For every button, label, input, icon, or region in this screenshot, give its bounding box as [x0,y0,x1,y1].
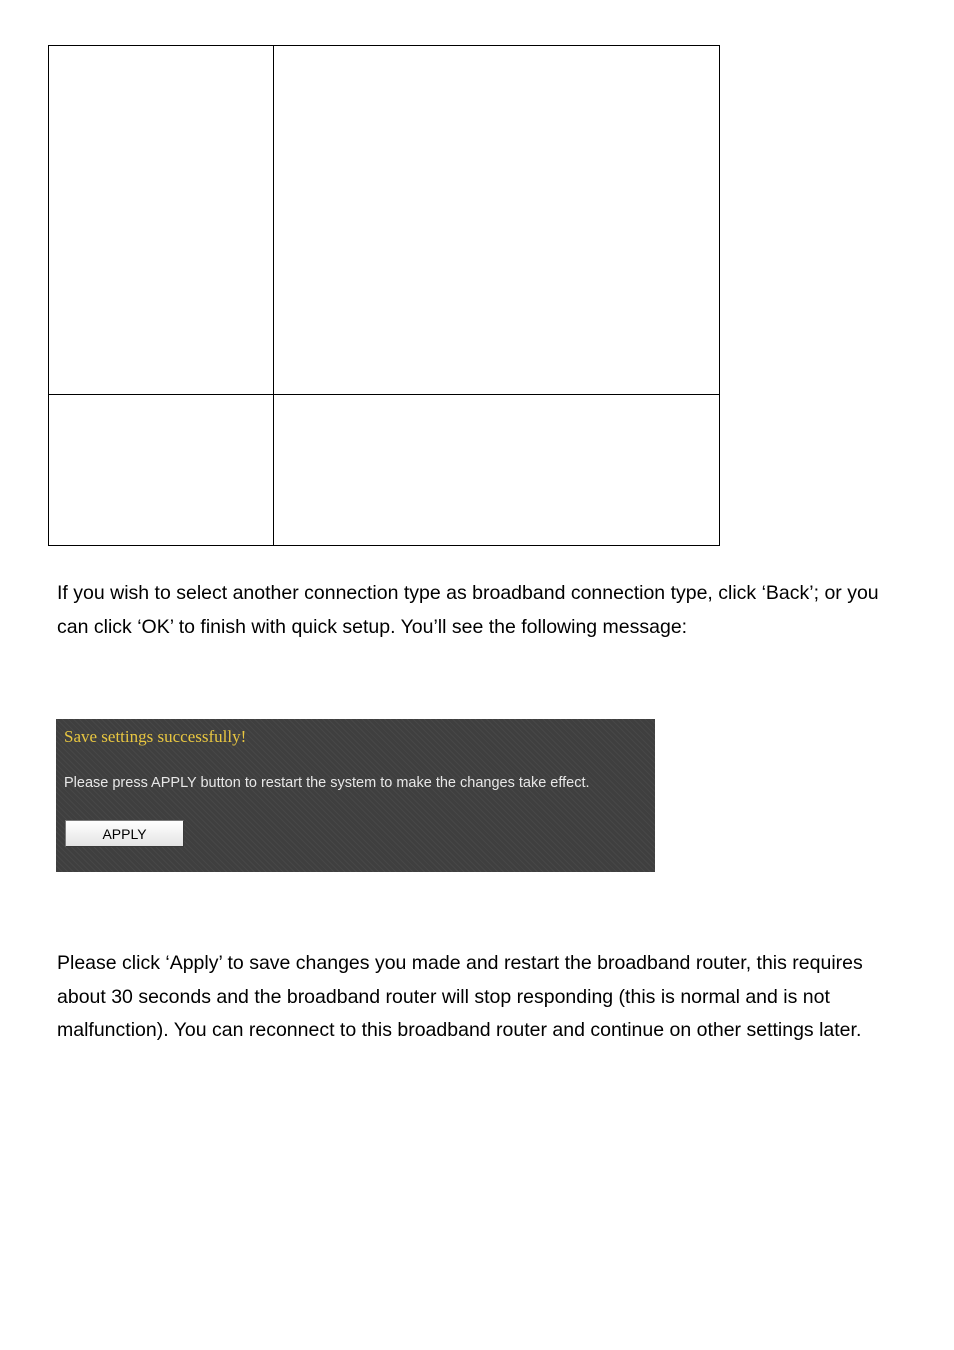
save-success-title: Save settings successfully! [64,727,247,746]
apply-note-paragraph: Please click ‘Apply’ to save changes you made and restart the broadband router, this requires about 30 seconds and the broadband router will stop responding (this is normal and is not malfunction). You can reconnect to this broadband router and continue on other settings later. [57,952,863,1041]
table-cell [274,46,720,395]
table-row [49,395,720,546]
intro-paragraph: If you wish to select another connection type as broadband connection type, click ‘Back’; or you can click ‘OK’ to finish with quick setup. You’ll see the following message: [57,582,879,638]
restart-instruction-text: Please press APPLY button to restart the system to make the changes take effect. [64,775,590,791]
table-cell [49,395,274,546]
table-cell [49,46,274,395]
table-cell [274,395,720,546]
save-message-panel [56,719,655,872]
apply-button[interactable]: APPLY [65,820,184,847]
table-row [49,46,720,395]
empty-table [48,45,720,546]
